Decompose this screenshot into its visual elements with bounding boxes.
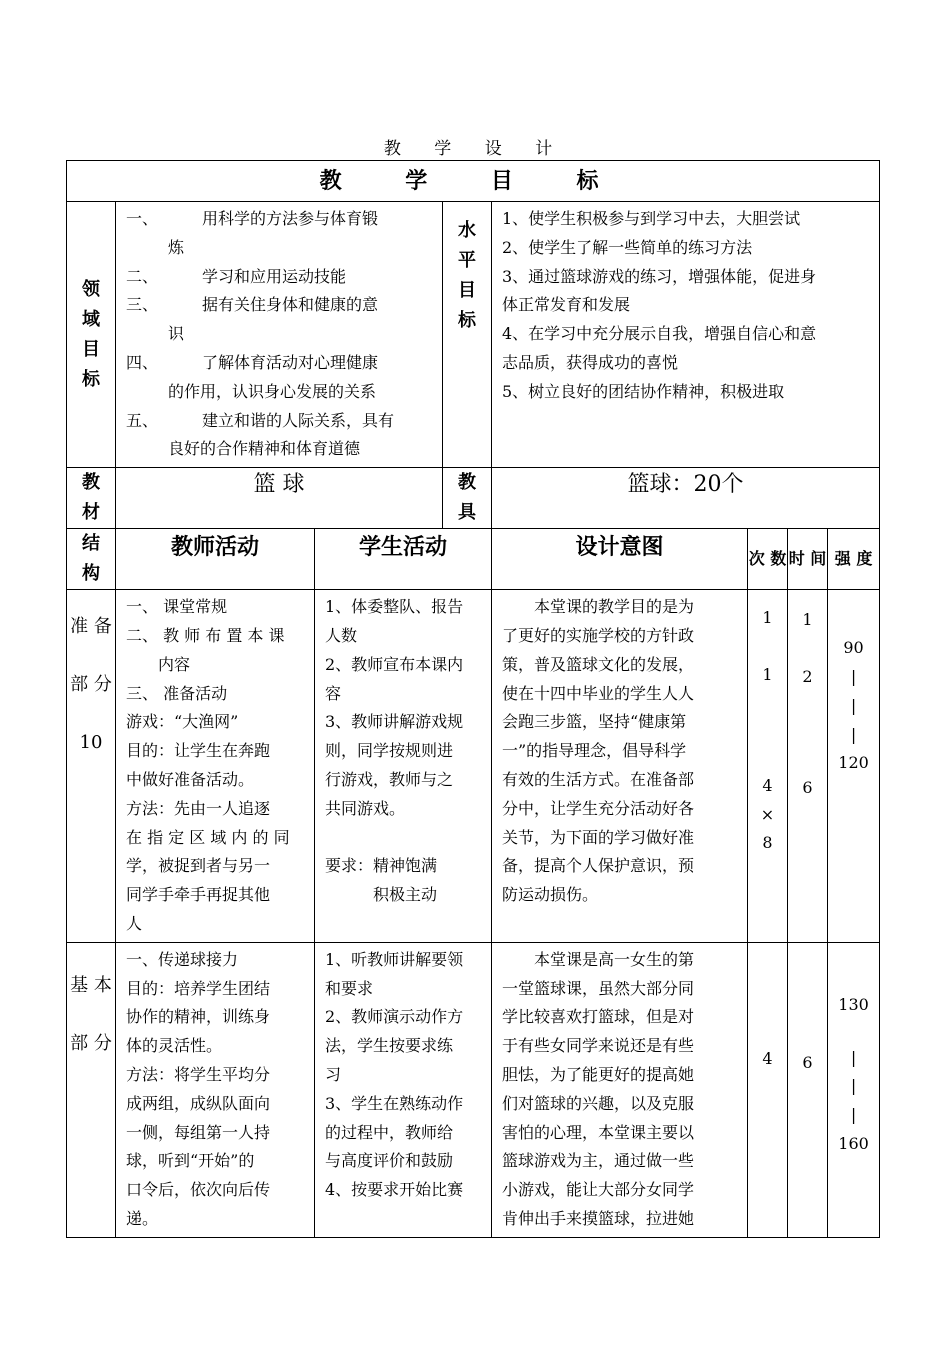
prep-section-label: 准 备 部 分 10 — [67, 590, 116, 943]
times-header: 次 数 — [748, 529, 788, 590]
structure-header: 结 构 — [67, 529, 116, 590]
level-item: 4、在学习中充分展示自我，增强自信心和意 — [502, 324, 817, 344]
basic-student-activity: 1、听教师讲解要领 和要求 2、教师演示动作方 法，学生按要求练 习 3、学生在熟练动作 的过程中，教师给 与高度评价和鼓励 4、按要求开始比赛 — [315, 942, 492, 1237]
domain-objectives-list — [116, 202, 443, 468]
level-objectives-list — [492, 202, 880, 468]
level-item: 2、使学生了解一些简单的练习方法 — [502, 237, 753, 257]
basic-intensity: 130 | | | 160 — [828, 942, 880, 1237]
domain-item-cont: 良好的合作精神和体育道德 — [168, 439, 361, 459]
domain-item: 四、 了解体育活动对心理健康 — [126, 352, 379, 372]
domain-item: 二、 学习和应用运动技能 — [126, 266, 347, 286]
student-activity-header: 学生活动 — [315, 529, 492, 590]
teacher-activity-header: 教师活动 — [116, 529, 315, 590]
level-item: 5、树立良好的团结协作精神，积极进取 — [502, 381, 785, 401]
prep-student-activity: 1、体委整队、报告 人数 2、教师宣布本课内 容 3、教师讲解游戏规 则，同学按规则进 行游戏，教师与之 共同游戏。 要求：精神饱满 积极主动 — [315, 590, 492, 943]
basic-times: 4 — [748, 942, 788, 1237]
basic-section-label: 基 本 部 分 — [67, 942, 116, 1237]
level-objectives-label: 水 平 目 标 — [443, 202, 492, 468]
basic-teacher-activity: 一、传递球接力 目的：培养学生团结 协作的精神，训练身 体的灵活性。 方法：将学生平均分 成两组，成纵队面向 一侧，每组第一人持 球，听到“开始”的 口令后，依次向后传 递。 — [116, 942, 315, 1237]
duration-header: 时 间 — [788, 529, 828, 590]
equipment-label: 教 具 — [443, 468, 492, 529]
level-item: 3、通过篮球游戏的练习，增强体能，促进身 — [502, 266, 817, 286]
equipment-value: 篮球：20个 — [492, 468, 880, 529]
domain-item-cont: 识 — [168, 324, 185, 344]
materials-value: 篮 球 — [116, 468, 443, 529]
materials-label: 教 材 — [67, 468, 116, 529]
domain-item-cont: 炼 — [168, 237, 185, 257]
basic-duration: 6 — [788, 942, 828, 1237]
level-item: 1、使学生积极参与到学习中去，大胆尝试 — [502, 209, 801, 228]
prep-design-intent: 本堂课的教学目的是为 了更好的实施学校的方针政 策，普及篮球文化的发展， 使在十四中毕业的学生人人 会跑三步篮，坚持“健康第 一”的指导理念，倡导科学 有效的生活方式。在准备部 分中，让学生充分活动好各 关节，为下面的学习做好准 备，提高个人保护意识，预 防运动损伤。 — [492, 590, 748, 943]
domain-objectives-label: 领 域 目 标 — [67, 202, 116, 468]
domain-item: 三、 据有关住身体和健康的意 — [126, 295, 379, 315]
level-item: 体正常发育和发展 — [502, 295, 631, 315]
objectives-heading: 教 学 目 标 — [67, 161, 880, 202]
prep-intensity: 90 | | | 120 — [828, 590, 880, 943]
basic-design-intent: 本堂课是高一女生的第 一堂篮球课，虽然大部分同 学比较喜欢打篮球，但是对 于有些女同学来说还是有些 胆怯，为了能更好的提高她 们对篮球的兴趣，以及克服 害怕的心理，本堂课主要以 篮球游戏为主，通过做一些 小游戏，能让大部分女同学 肯伸出手来摸篮球，拉进她 — [492, 942, 748, 1237]
page-title: 教 学 设 计 — [383, 139, 567, 159]
lesson-plan-table — [66, 160, 880, 1238]
prep-times: 1 1 4 × 8 — [748, 590, 788, 943]
design-intent-header: 设计意图 — [492, 529, 748, 590]
prep-duration: 1 2 6 — [788, 590, 828, 943]
prep-teacher-activity: 一、 课堂常规 二、 教 师 布 置 本 课 内容 三、 准备活动 游戏：“大渔网” 目的：让学生在奔跑 中做好准备活动。 方法：先由一人追逐 在 指 定 区 域 内 的 同 学，被捉到者与另一 同学手牵手再捉其他 人 — [116, 590, 315, 943]
intensity-header: 强 度 — [828, 529, 880, 590]
domain-item: 五、 建立和谐的人际关系，具有 — [126, 410, 395, 430]
domain-item: 一、 用科学的方法参与体育锻 — [126, 209, 379, 228]
domain-item-cont: 的作用，认识身心发展的关系 — [168, 381, 377, 401]
level-item: 志品质，获得成功的喜悦 — [502, 352, 679, 372]
